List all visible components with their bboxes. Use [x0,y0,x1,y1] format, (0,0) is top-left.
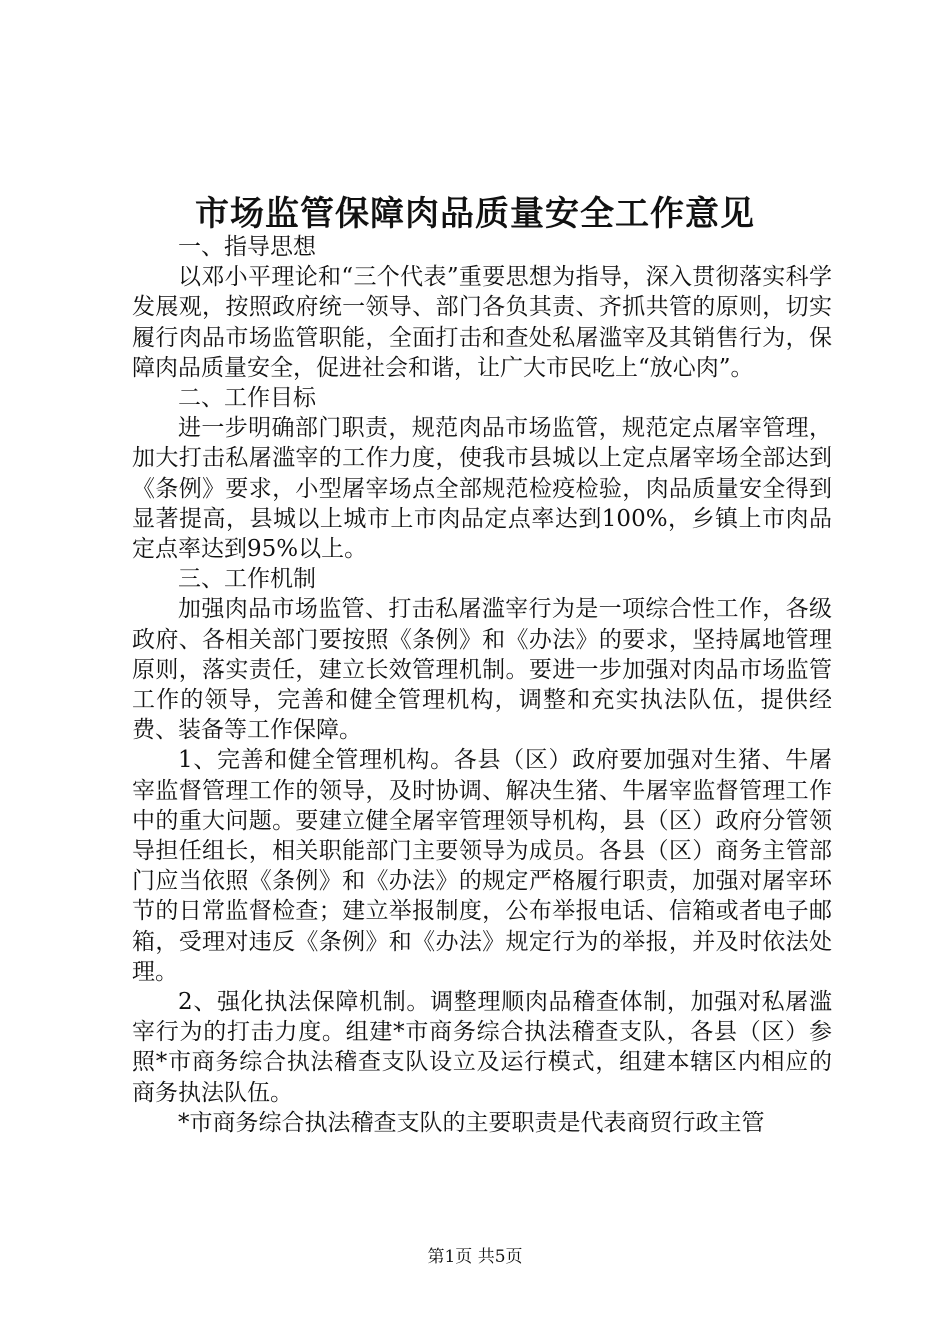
document-title: 市场监管保障肉品质量安全工作意见 [195,194,755,234]
paragraph: 加强肉品市场监管、打击私屠滥宰行为是一项综合性工作，各级政府、各相关部门要按照《条例》和《办法》的要求，坚持属地管理原则，落实责任，建立长效管理机制。要进一步加强对肉品市场监管工作的领导，完善和健全管理机构，调整和充实执法队伍，提供经费、装备等工作保障。 [132,596,832,744]
paragraph: 1、完善和健全管理机构。各县（区）政府要加强对生猪、牛屠宰监督管理工作的领导，及时协调、解决生猪、牛屠宰监督管理工作中的重大问题。要建立健全屠宰管理领导机构，县（区）政府分管领导担任组长，相关职能部门主要领导为成员。各县（区）商务主管部门应当依照《条例》和《办法》的规定严格履行职责，加强对屠宰环节的日常监督检查；建立举报制度，公布举报电话、信箱或者电子邮箱，受理对违反《条例》和《办法》规定行为的举报，并及时依法处理。 [132,747,832,985]
paragraph: 以邓小平理论和“三个代表”重要思想为指导，深入贯彻落实科学发展观，按照政府统一领导、部门各负其责、齐抓共管的原则，切实履行肉品市场监管职能，全面打击和查处私屠滥宰及其销售行为，保障肉品质量安全，促进社会和谐，让广大市民吃上“放心肉”。 [132,264,832,381]
page-footer: 第1页 共5页 [427,1247,523,1267]
document-body [132,232,832,1138]
paragraph: *市商务综合执法稽查支队的主要职责是代表商贸行政主管 [178,1109,765,1136]
section-heading: 三、工作机制 [178,566,316,593]
section-heading: 二、工作目标 [178,385,316,412]
paragraph: 2、强化执法保障机制。调整理顺肉品稽查体制，加强对私屠滥宰行为的打击力度。组建*市商务综合执法稽查支队，各县（区）参照*市商务综合执法稽查支队设立及运行模式，组建本辖区内相应的商务执法队伍。 [132,989,832,1106]
paragraph: 进一步明确部门职责，规范肉品市场监管，规范定点屠宰管理，加大打击私屠滥宰的工作力度，使我市县城以上定点屠宰场全部达到《条例》要求，小型屠宰场点全部规范检疫检验，肉品质量安全得到显著提高，县城以上城市上市肉品定点率达到100%，乡镇上市肉品定点率达到95%以上。 [132,415,832,563]
section-heading: 一、指导思想 [178,234,316,260]
